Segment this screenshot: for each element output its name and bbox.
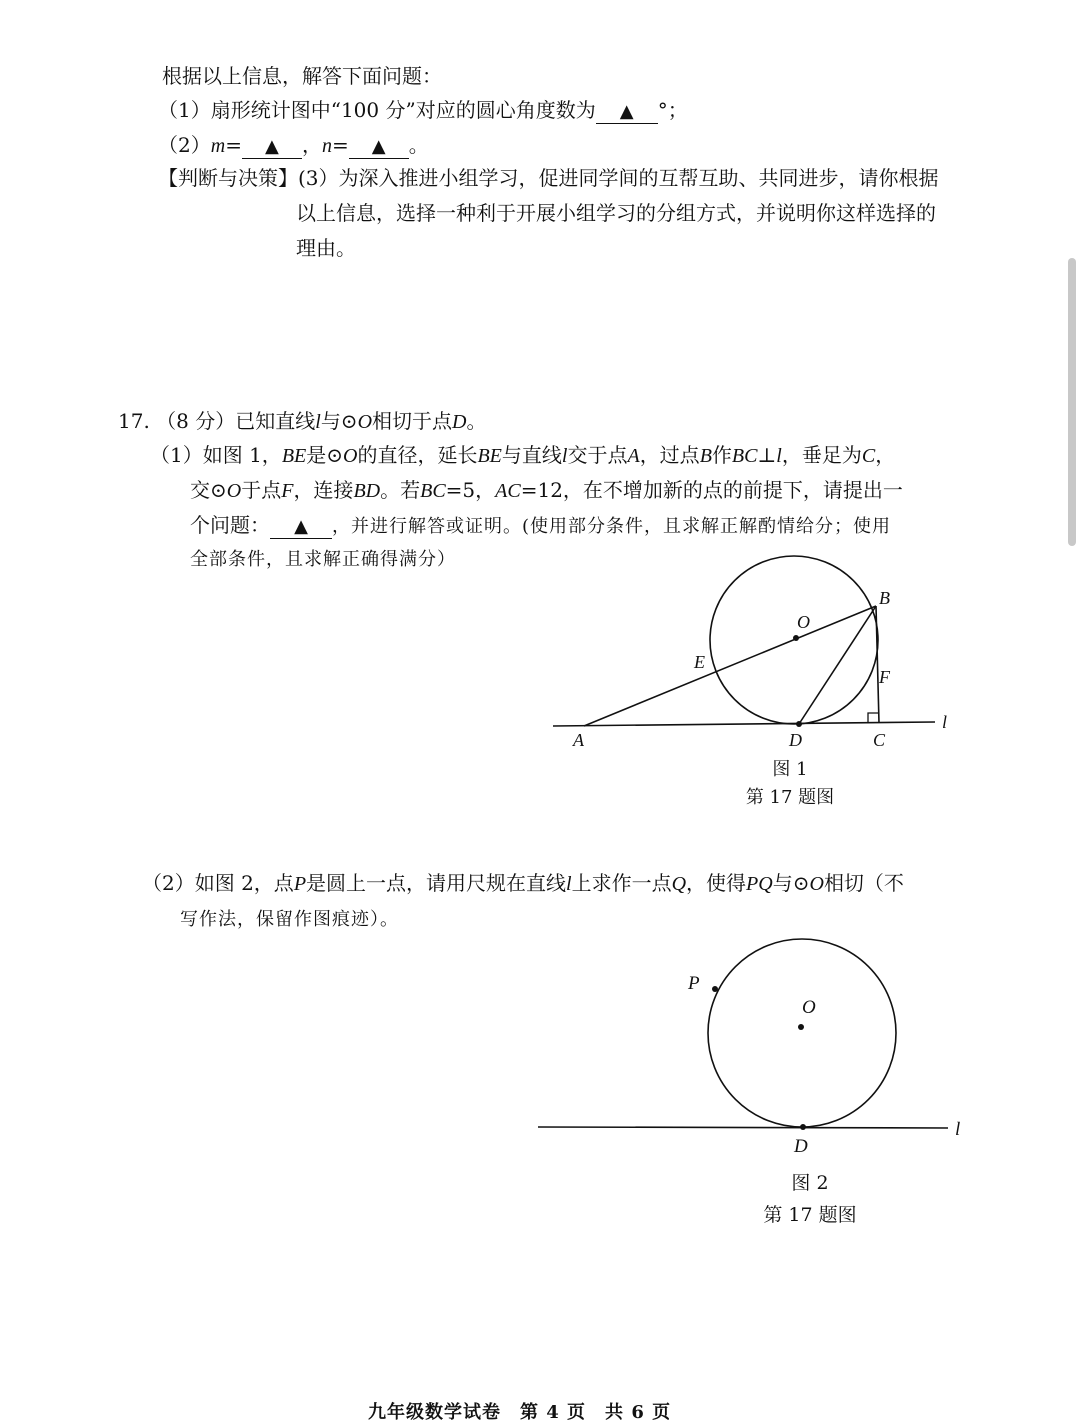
var-BE: BE — [477, 445, 502, 467]
var-A: A — [627, 445, 640, 467]
label-E: E — [694, 652, 705, 672]
figure-1-caption: 图 1 — [772, 759, 808, 780]
t: 个问题： — [190, 513, 270, 537]
perp-symbol: ⊥ — [757, 443, 777, 467]
label-B: B — [879, 588, 890, 608]
q17-head-b: 与⊙ — [320, 409, 358, 433]
t: ，使得 — [686, 871, 747, 895]
var-P: P — [293, 873, 307, 895]
var-BC: BC — [731, 445, 758, 467]
q16-part1-end: °； — [657, 98, 688, 122]
t: 上求作一点 — [571, 871, 672, 895]
var-O: O — [343, 445, 358, 467]
equals: = — [331, 133, 349, 157]
var-l: l — [776, 445, 782, 467]
q16-part1-text: （1）扇形统计图中“100 分”对应的圆心角度数为 — [158, 98, 596, 122]
t: =5， — [445, 478, 496, 502]
var-Q: Q — [671, 873, 687, 895]
point-O — [798, 1024, 804, 1030]
equals: = — [225, 133, 242, 157]
t: 。若 — [380, 478, 421, 502]
q16-part3-text2: 以上信息，选择一种利于开展小组学习的分组方式，并说明你这样选择的 — [296, 201, 936, 225]
var-l: l — [561, 445, 568, 467]
var-B: B — [699, 445, 712, 467]
t: 作 — [711, 443, 732, 467]
label-F: F — [879, 667, 890, 687]
label-C: C — [873, 730, 886, 750]
t: 于点 — [241, 478, 282, 502]
t: 交于点 — [567, 443, 628, 467]
t: =12，在不增加新的点的前提下，请提出一 — [520, 478, 903, 502]
t: ，并进行解答或证明。(使用部分条件，且求解正解酌情给分；使用 — [332, 516, 892, 537]
var-BC: BC — [420, 480, 446, 502]
t: （2）如图 2，点 — [142, 871, 294, 895]
var-m: m — [210, 135, 226, 157]
t: ，垂足为 — [781, 443, 862, 467]
label-D: D — [794, 1136, 808, 1157]
circle-O — [708, 939, 896, 1127]
label-O: O — [797, 612, 810, 632]
q17-head-a: 17. （8 分）已知直线 — [118, 409, 316, 433]
var-O: O — [809, 873, 824, 895]
line-l — [538, 1127, 948, 1128]
t: 的直径，延长 — [357, 443, 478, 467]
t: 是⊙ — [306, 443, 344, 467]
t: ，过点 — [639, 443, 700, 467]
label-l: l — [942, 712, 948, 732]
label-P: P — [688, 973, 700, 994]
var-AC: AC — [495, 480, 521, 502]
var-D: D — [452, 411, 467, 433]
label-O: O — [802, 997, 816, 1018]
t: 写作法，保留作图痕迹）。 — [180, 909, 399, 930]
comma: ， — [301, 133, 322, 157]
figure-2-title: 第 17 题图 — [763, 1204, 857, 1226]
t: 与⊙ — [772, 871, 810, 895]
triangle-icon: ▲ — [265, 136, 279, 157]
point-D — [800, 1124, 806, 1130]
var-BE: BE — [281, 445, 307, 467]
triangle-icon: ▲ — [371, 136, 386, 157]
var-BD: BD — [353, 480, 381, 502]
figure-2-caption: 图 2 — [791, 1172, 829, 1194]
var-O: O — [357, 411, 373, 433]
t: ，连接 — [293, 478, 354, 502]
var-PQ: PQ — [746, 873, 773, 895]
var-C: C — [861, 445, 876, 467]
q16-part2-label: （2） — [158, 133, 211, 157]
label-l: l — [955, 1119, 961, 1140]
q17-head-end: 。 — [466, 409, 487, 433]
t: 与直线 — [501, 443, 562, 467]
triangle-icon: ▲ — [619, 101, 634, 122]
scrollbar-thumb[interactable] — [1068, 258, 1076, 546]
label-D: D — [789, 730, 802, 750]
var-n: n — [321, 135, 332, 157]
q16-intro-text: 根据以上信息，解答下面问题： — [162, 64, 442, 88]
q17-head-c: 相切于点 — [372, 409, 453, 433]
q16-part3-text3: 理由。 — [296, 236, 356, 260]
t: （1）如图 1， — [150, 443, 282, 467]
label-A: A — [573, 730, 584, 750]
page-footer: 九年级数学试卷 第 4 页 共 6 页 — [368, 1402, 672, 1423]
t: 交⊙ — [190, 478, 227, 502]
t: ， — [875, 443, 896, 467]
q16-part2-end: 。 — [408, 133, 429, 157]
var-l: l — [566, 873, 572, 895]
t: 是圆上一点，请用尺规在直线 — [306, 871, 567, 895]
t: 相切（不 — [823, 871, 904, 895]
var-O: O — [226, 480, 242, 502]
triangle-icon: ▲ — [294, 516, 308, 537]
figure-1-title: 第 17 题图 — [745, 787, 835, 808]
var-l: l — [315, 411, 321, 433]
t: 全部条件，且求解正确得满分） — [190, 549, 456, 570]
var-F: F — [281, 480, 294, 502]
point-P — [712, 986, 718, 992]
q16-part3-text1: (3）为深入推进小组学习，促进同学间的互帮互助、共同进步，请你根据 — [298, 166, 939, 190]
judgement-tag: 【判断与决策】 — [158, 166, 298, 190]
